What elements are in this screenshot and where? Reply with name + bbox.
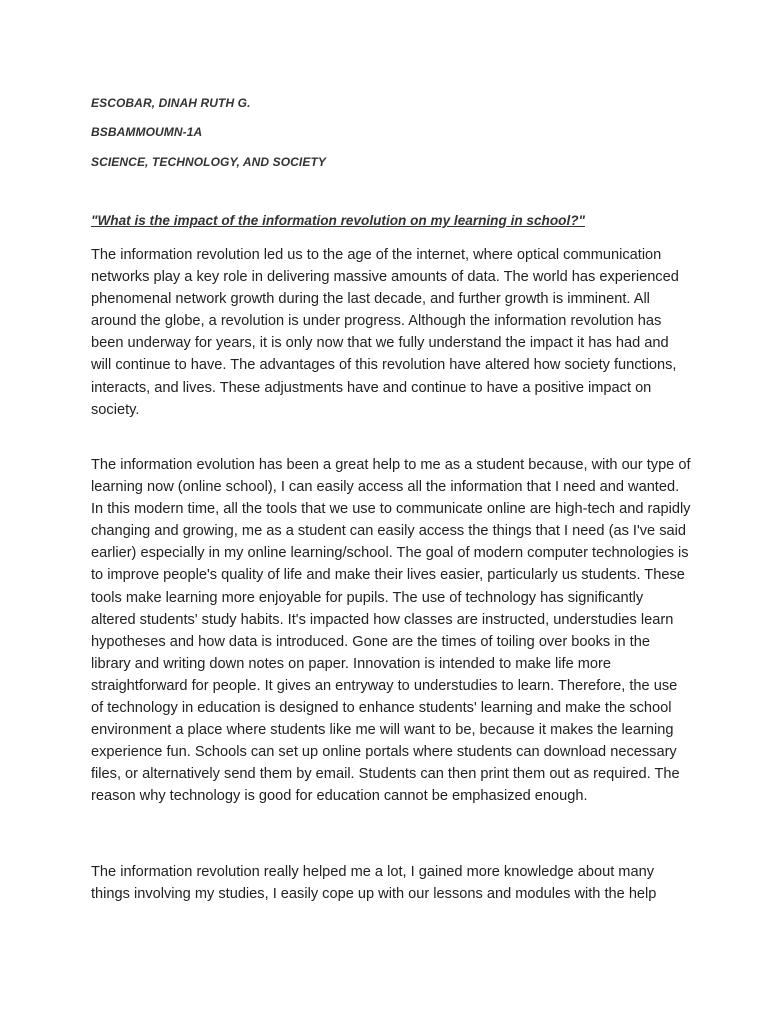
course-code: BSBAMMOUMN-1A <box>91 125 203 139</box>
subject-title: SCIENCE, TECHNOLOGY, AND SOCIETY <box>91 155 327 169</box>
essay-question: "What is the impact of the information revolution on my learning in school?" <box>91 213 585 228</box>
paragraph-2: The information evolution has been a great help to me as a student because, with our type of learning now (online school), I can easily access all the information that I need and wanted. In this modern time, all the tools that we use to communicate online are high-tech and rapidly changing and growing, me as a student can easily access the things that I need (as I've said earlier) especially in my online learning/school. The goal of modern computer technologies is to improve people's quality of life and make their lives easier, particularly us students. These tools make learning more enjoyable for pupils. The use of technology has significantly altered students' study habits. It's impacted how classes are instructed, understudies learn hypotheses and how data is introduced. Gone are the times of toiling over books in the library and writing down notes on paper. Innovation is intended to make life more straightforward for people. It gives an entryway to understudies to learn. Therefore, the use of technology in education is designed to enhance students' learning and make the school environment a place where students like me will want to be, because it makes the learning experience fun. Schools can set up online portals where students can download necessary files, or alternatively send them by email. Students can then print them out as required. The reason why technology is good for education cannot be emphasized enough. <box>91 457 691 805</box>
paragraph-3: The information revolution really helped me a lot, I gained more knowledge about many things involving my studies, I easily cope up with our lessons and modules with the help <box>91 864 657 903</box>
author-name: ESCOBAR, DINAH RUTH G. <box>91 96 251 110</box>
paragraph-1: The information revolution led us to the age of the internet, where optical communication networks play a key role in delivering massive amounts of data. The world has experienced phenomenal network growth during the last decade, and further growth is imminent. All around the globe, a revolution is under progress. Although the information revolution has been underway for years, it is only now that we fully understand the impact it has had and will continue to have. The advantages of this revolution have altered how society functions, interacts, and lives. These adjustments have and continue to have a positive impact on society. <box>91 247 679 418</box>
